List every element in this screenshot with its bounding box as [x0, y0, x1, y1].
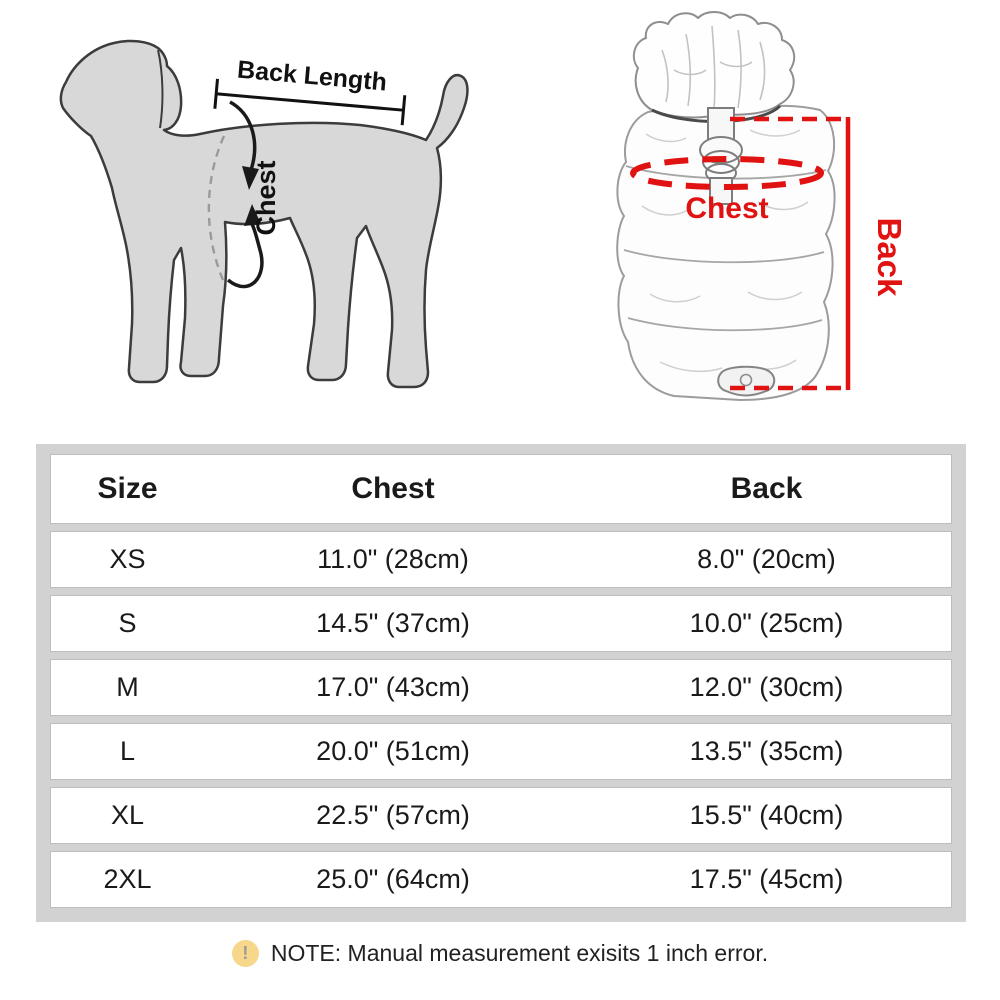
back-value: 8.0" (20cm) [697, 544, 836, 574]
dog-chest-label: Chest [251, 160, 281, 236]
back-value: 15.5" (40cm) [689, 800, 844, 830]
vest-measurement-diagram [590, 10, 980, 430]
column-header-size: Size [97, 472, 158, 505]
chest-value: 11.0" (28cm) [317, 544, 469, 574]
vest-tag [718, 367, 774, 396]
size-value: S [118, 608, 137, 638]
size-value: 2XL [103, 864, 152, 894]
size-table-header-row [50, 454, 952, 524]
size-value: L [119, 736, 136, 766]
back-value: 10.0" (25cm) [689, 608, 844, 638]
table-row-m [50, 659, 952, 716]
table-row-l [50, 723, 952, 780]
back-value: 13.5" (35cm) [689, 736, 844, 766]
exclamation-icon: ! [232, 940, 259, 967]
vest-back-label: Back [871, 217, 908, 297]
size-value: XL [110, 800, 145, 830]
table-row-2xl [50, 851, 952, 908]
chest-value: 17.0" (43cm) [316, 672, 470, 702]
vest-chest-label: Chest [685, 192, 769, 225]
chest-value: 20.0" (51cm) [316, 736, 470, 766]
chest-value: 14.5" (37cm) [316, 608, 470, 638]
column-header-chest: Chest [351, 472, 435, 505]
measurement-note [0, 940, 1000, 967]
back-length-label: Back Length [236, 55, 389, 97]
note-text: NOTE: Manual measurement exisits 1 inch error. [270, 940, 769, 966]
back-value: 17.5" (45cm) [689, 864, 844, 894]
size-value: XS [109, 544, 146, 574]
chest-value: 22.5" (57cm) [316, 800, 470, 830]
chest-value: 25.0" (64cm) [316, 864, 470, 894]
table-row-xs [50, 531, 952, 588]
column-header-back: Back [730, 472, 803, 505]
size-value: M [116, 672, 139, 702]
dog-measurement-diagram [30, 30, 480, 400]
table-row-s [50, 595, 952, 652]
table-row-xl [50, 787, 952, 844]
back-value: 12.0" (30cm) [689, 672, 844, 702]
size-table [36, 444, 966, 922]
